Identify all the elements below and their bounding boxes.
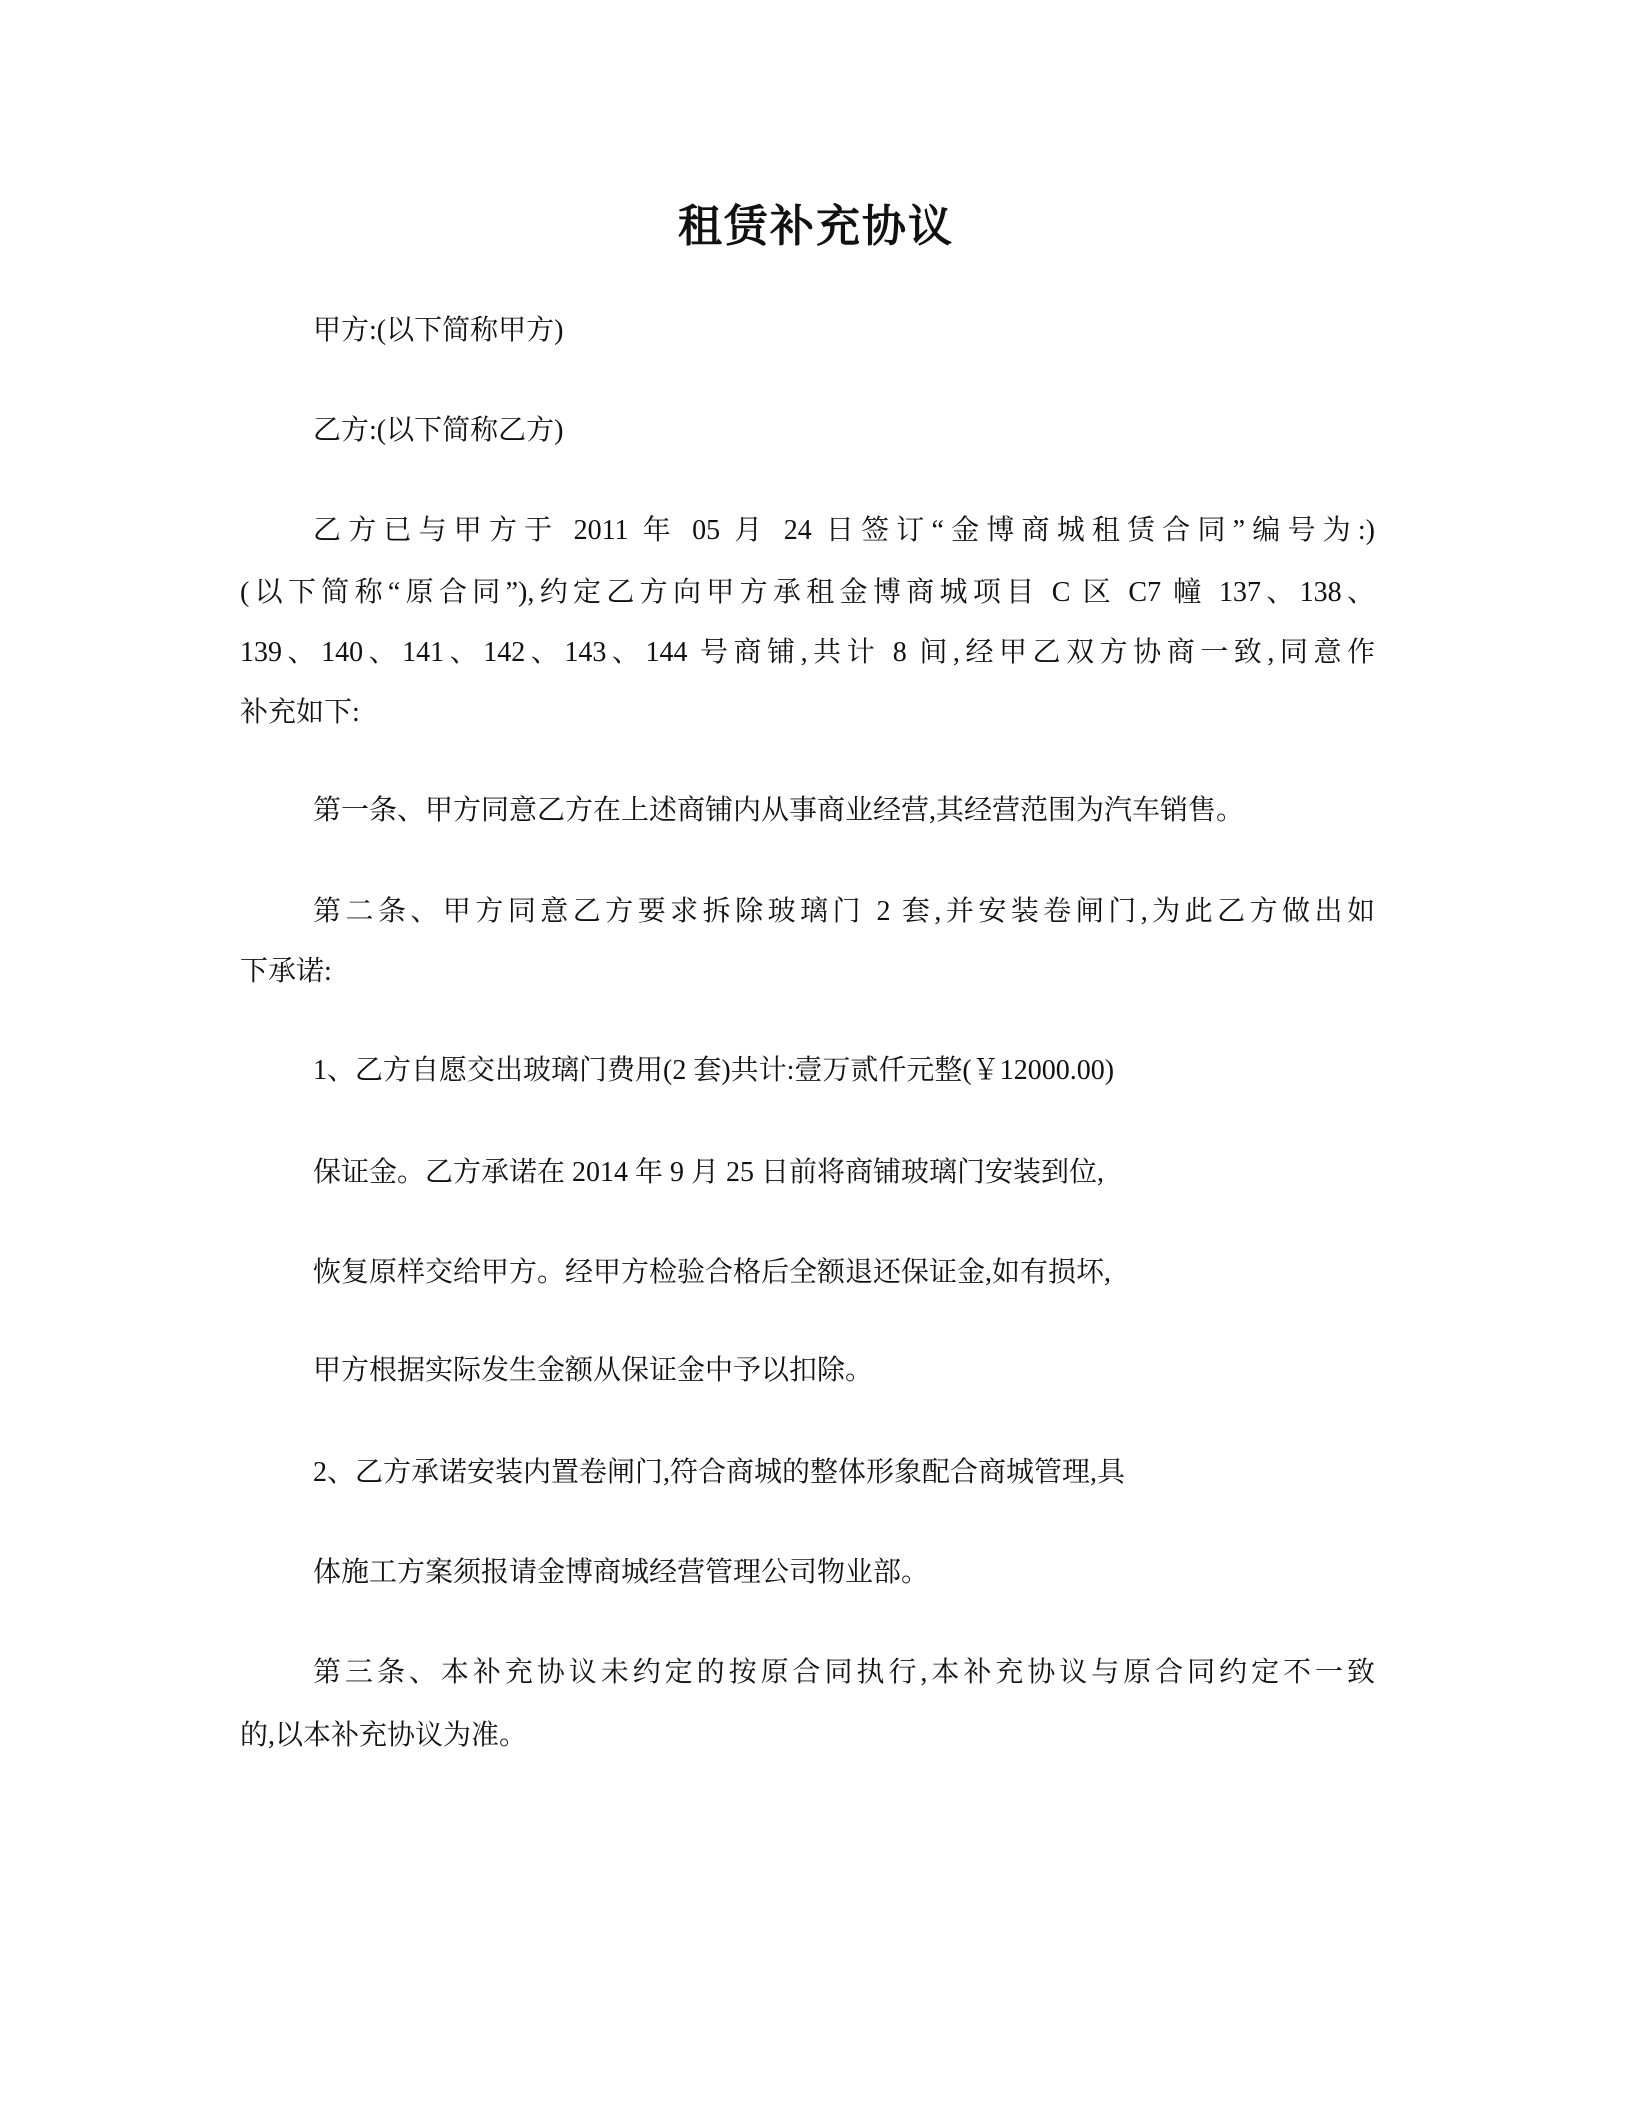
party-b-line: 乙方:(以下简称乙方)	[313, 415, 564, 446]
article-2-line-2: 下承诺:	[240, 956, 332, 987]
intro-line-1: 乙方已与甲方于 2011 年 05 月 24 日签订“金博商城租赁合同”编号为:)	[313, 515, 1375, 546]
item-1-line-4: 甲方根据实际发生金额从保证金中予以扣除。	[313, 1355, 874, 1386]
article-2-line-1: 第二条、甲方同意乙方要求拆除玻璃门 2 套,并安装卷闸门,为此乙方做出如	[313, 896, 1375, 927]
intro-line-4: 补充如下:	[240, 697, 360, 728]
item-2-line-2: 体施工方案须报请金博商城经营管理公司物业部。	[313, 1557, 930, 1588]
intro-line-2: (以下简称“原合同”),约定乙方向甲方承租金博商城项目 C 区 C7 幢 137、138、	[240, 577, 1375, 608]
article-3-line-1: 第三条、本补充协议未约定的按原合同执行,本补充协议与原合同约定不一致	[313, 1657, 1375, 1688]
document-title: 租赁补充协议	[678, 202, 954, 251]
article-3-line-2: 的,以本补充协议为准。	[240, 1720, 528, 1751]
article-1: 第一条、甲方同意乙方在上述商铺内从事商业经营,其经营范围为汽车销售。	[313, 795, 1245, 826]
item-1-line-1: 1、乙方自愿交出玻璃门费用(2 套)共计:壹万贰仟元整(￥12000.00)	[313, 1055, 1115, 1086]
item-1-line-2: 保证金。乙方承诺在 2014 年 9 月 25 日前将商铺玻璃门安装到位,	[313, 1157, 1105, 1188]
party-a-line: 甲方:(以下简称甲方)	[313, 315, 564, 346]
intro-line-3: 139、140、141、142、143、144 号商铺,共计 8 间,经甲乙双方协商一致,同意作	[240, 637, 1375, 668]
item-2-line-1: 2、乙方承诺安装内置卷闸门,符合商城的整体形象配合商城管理,具	[313, 1457, 1126, 1488]
item-1-line-3: 恢复原样交给甲方。经甲方检验合格后全额退还保证金,如有损坏,	[313, 1257, 1112, 1288]
